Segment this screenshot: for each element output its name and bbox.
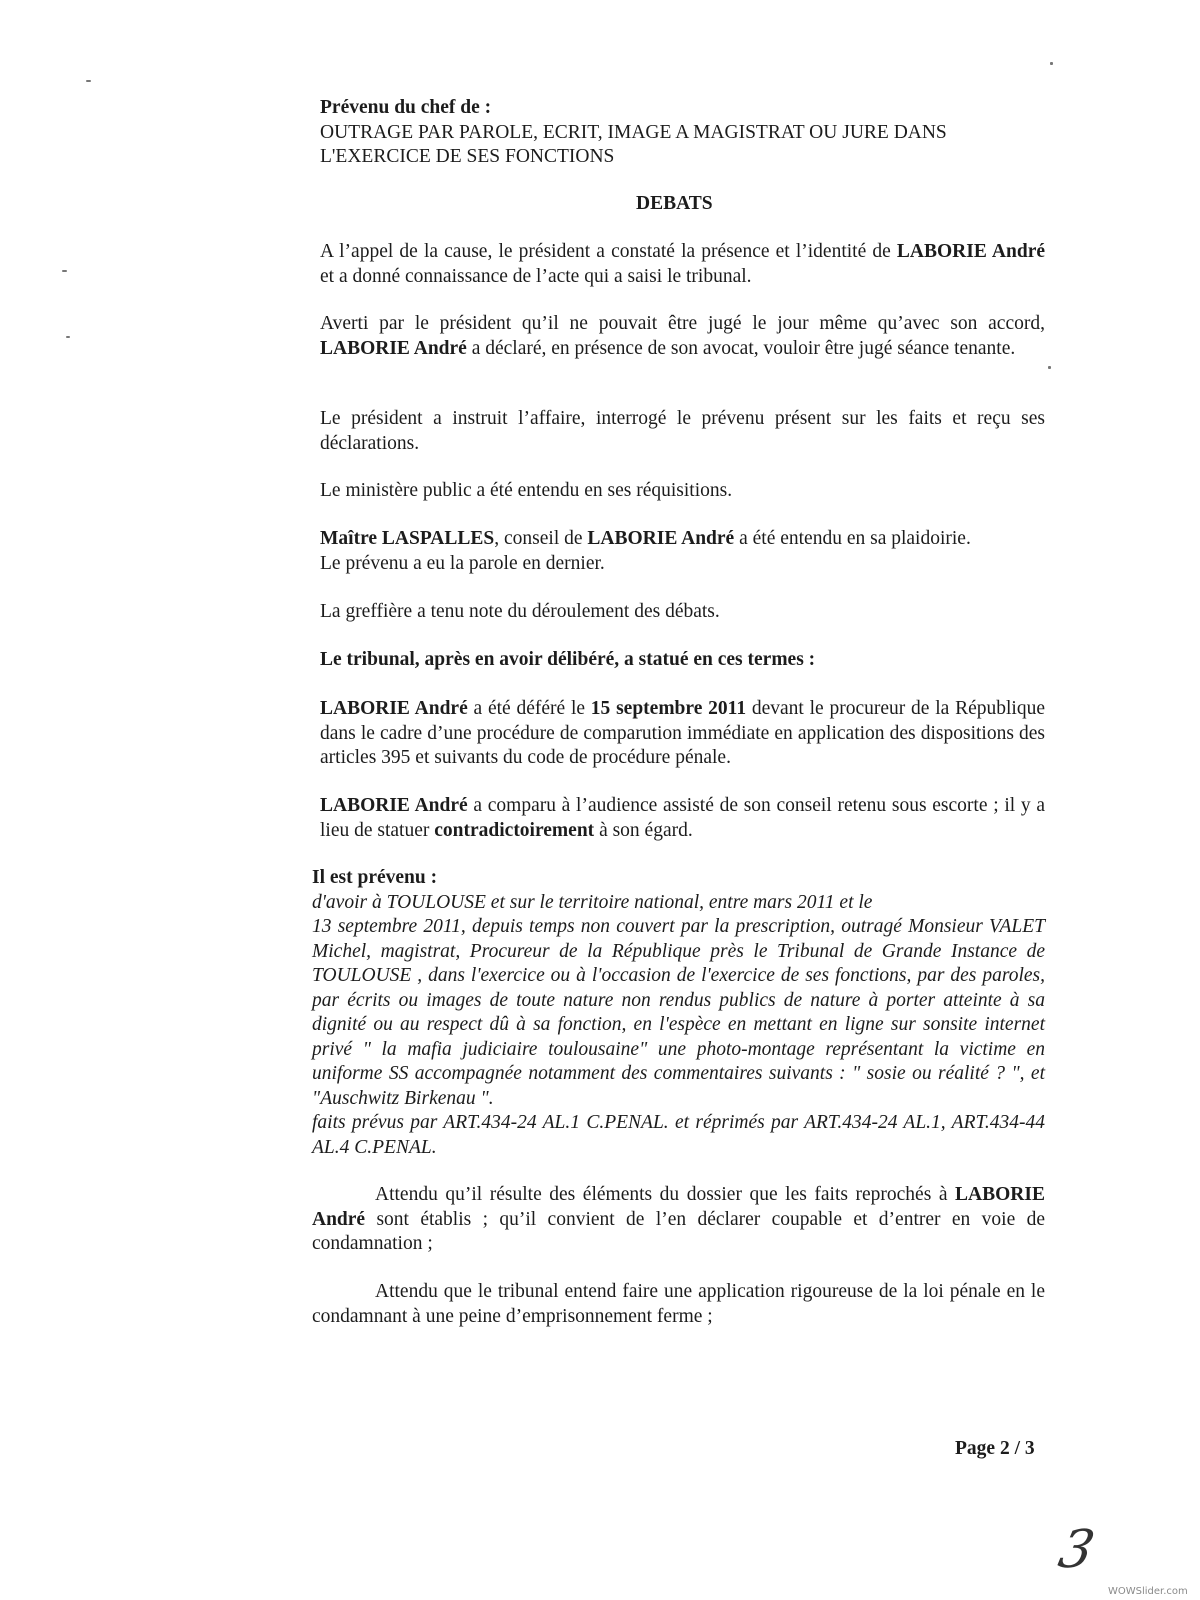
paragraph-attendu-1: [312, 1183, 1045, 1257]
charge-line-1: OUTRAGE PAR PAROLE, ECRIT, IMAGE A MAGISTRAT OU JURE DANS: [320, 121, 947, 143]
text-span: Attendu qu’il résulte des éléments du dossier que les faits reprochés à: [375, 1184, 956, 1205]
paragraph-attendu-2: Attendu que le tribunal entend faire une application rigoureuse de la loi pénale en le condamnant à une peine d’emprisonnement ferme ;: [312, 1281, 1045, 1327]
prevenu-subtitle: Il est prévenu :: [312, 867, 438, 888]
charge-line-2: L'EXERCICE DE SES FONCTIONS: [320, 146, 615, 167]
charge-articles: faits prévus par ART.434-24 AL.1 C.PENAL. et réprimés par ART.434-24 AL.1, ART.434-44 AL.4 C.PENAL.: [312, 1112, 1045, 1158]
text-span: a été déféré le: [467, 698, 591, 719]
defendant-name: LABORIE André: [896, 241, 1046, 262]
date-text: 15 septembre 2011: [590, 698, 747, 719]
text-span: A l’appel de la cause, le président a constaté la présence et l’identité de: [320, 241, 897, 262]
text-span: , conseil de: [494, 528, 588, 549]
defendant-name: LABORIE André: [320, 795, 468, 816]
charge-heading: [320, 96, 1045, 170]
text-span: Averti par le président qu’il ne pouvait être jugé le jour même qu’avec son accord,: [320, 313, 1045, 334]
paragraph-plaidoirie: [320, 527, 1045, 576]
paragraph-greffiere: La greffière a tenu note du déroulement des débats.: [320, 601, 720, 622]
charge-text-line: d'avoir à TOULOUSE et sur le territoire national, entre mars 2011 et le: [312, 891, 873, 913]
scan-speck: [86, 80, 91, 82]
text-span: à son égard.: [594, 819, 693, 841]
paragraph-prevention: [312, 866, 1045, 1160]
page-number: Page 2 / 3: [955, 1438, 1035, 1459]
paragraph-averti: [320, 312, 1045, 361]
defendant-name: LABORIE André: [312, 1184, 1045, 1230]
paragraph-instruction: Le président a instruit l’affaire, interrogé le prévenu présent sur les faits et reçu ses déclarations.: [320, 408, 1045, 454]
scan-speck: [62, 270, 67, 272]
defendant-name: LABORIE André: [320, 337, 467, 359]
paragraph-tribunal: Le tribunal, après en avoir délibéré, a statué en ces termes :: [320, 649, 816, 670]
text-span: devant le procureur de la République dans le cadre d’une procédure de comparution immédiate en application des dispositions des articles 395 et suivants du code de procédure pénale.: [320, 698, 1045, 768]
debats-title: DEBATS: [636, 193, 713, 214]
text-span: a été entendu en sa plaidoirie.: [734, 528, 971, 549]
paragraph-ministere: Le ministère public a été entendu en ses réquisitions.: [320, 480, 733, 501]
paragraph-appel: [320, 240, 1045, 289]
defendant-name: LABORIE André: [320, 698, 468, 719]
text-span: a déclaré, en présence de son avocat, vouloir être jugé séance tenante.: [466, 337, 1016, 359]
defendant-name: LABORIE André: [587, 528, 735, 549]
paragraph-comparu: [320, 794, 1045, 843]
watermark: WOWSlider.com: [1108, 1586, 1188, 1597]
scan-speck: [66, 336, 70, 338]
text-bold: contradictoirement: [434, 819, 595, 841]
scan-speck: [1048, 366, 1051, 369]
handwritten-page-number: 3: [1053, 1520, 1100, 1580]
lawyer-name: Maître LASPALLES: [320, 528, 495, 549]
text-span: a comparu à l’audience assisté de son conseil retenu sous escorte ; il y a lieu de statuer: [320, 795, 1045, 841]
text-line: Le prévenu a eu la parole en dernier.: [320, 552, 605, 574]
text-span: et a donné connaissance de l’acte qui a saisi le tribunal.: [320, 265, 752, 287]
text-span: sont établis ; qu’il convient de l’en déclarer coupable et d’entrer en voie de condamnation ;: [312, 1208, 1045, 1254]
charge-text-body: 13 septembre 2011, depuis temps non couvert par la prescription, outragé Monsieur VALET Michel, magistrat, Procureur de la République près le Tribunal de Grande Instance de TOULOUSE , dans l'exercice ou à l'occasion de l'exercice de ses fonctions, par des paroles, par écrits ou images de toute nature non rendus publics de nature à porter atteinte à sa dignité ou au respect dû à sa fonction, en l'espèce en mettant en ligne sur sonsite internet privé " la mafia judiciaire toulousaine" une photo-montage représentant la victime en uniforme SS accompagnée notamment des commentaires suivants : " sosie ou réalité ? ", et "Auschwitz Birkenau ".: [312, 916, 1045, 1109]
paragraph-defere: [320, 697, 1045, 771]
prevenu-label: Prévenu du chef de :: [320, 97, 492, 118]
scan-speck: [1050, 62, 1053, 65]
